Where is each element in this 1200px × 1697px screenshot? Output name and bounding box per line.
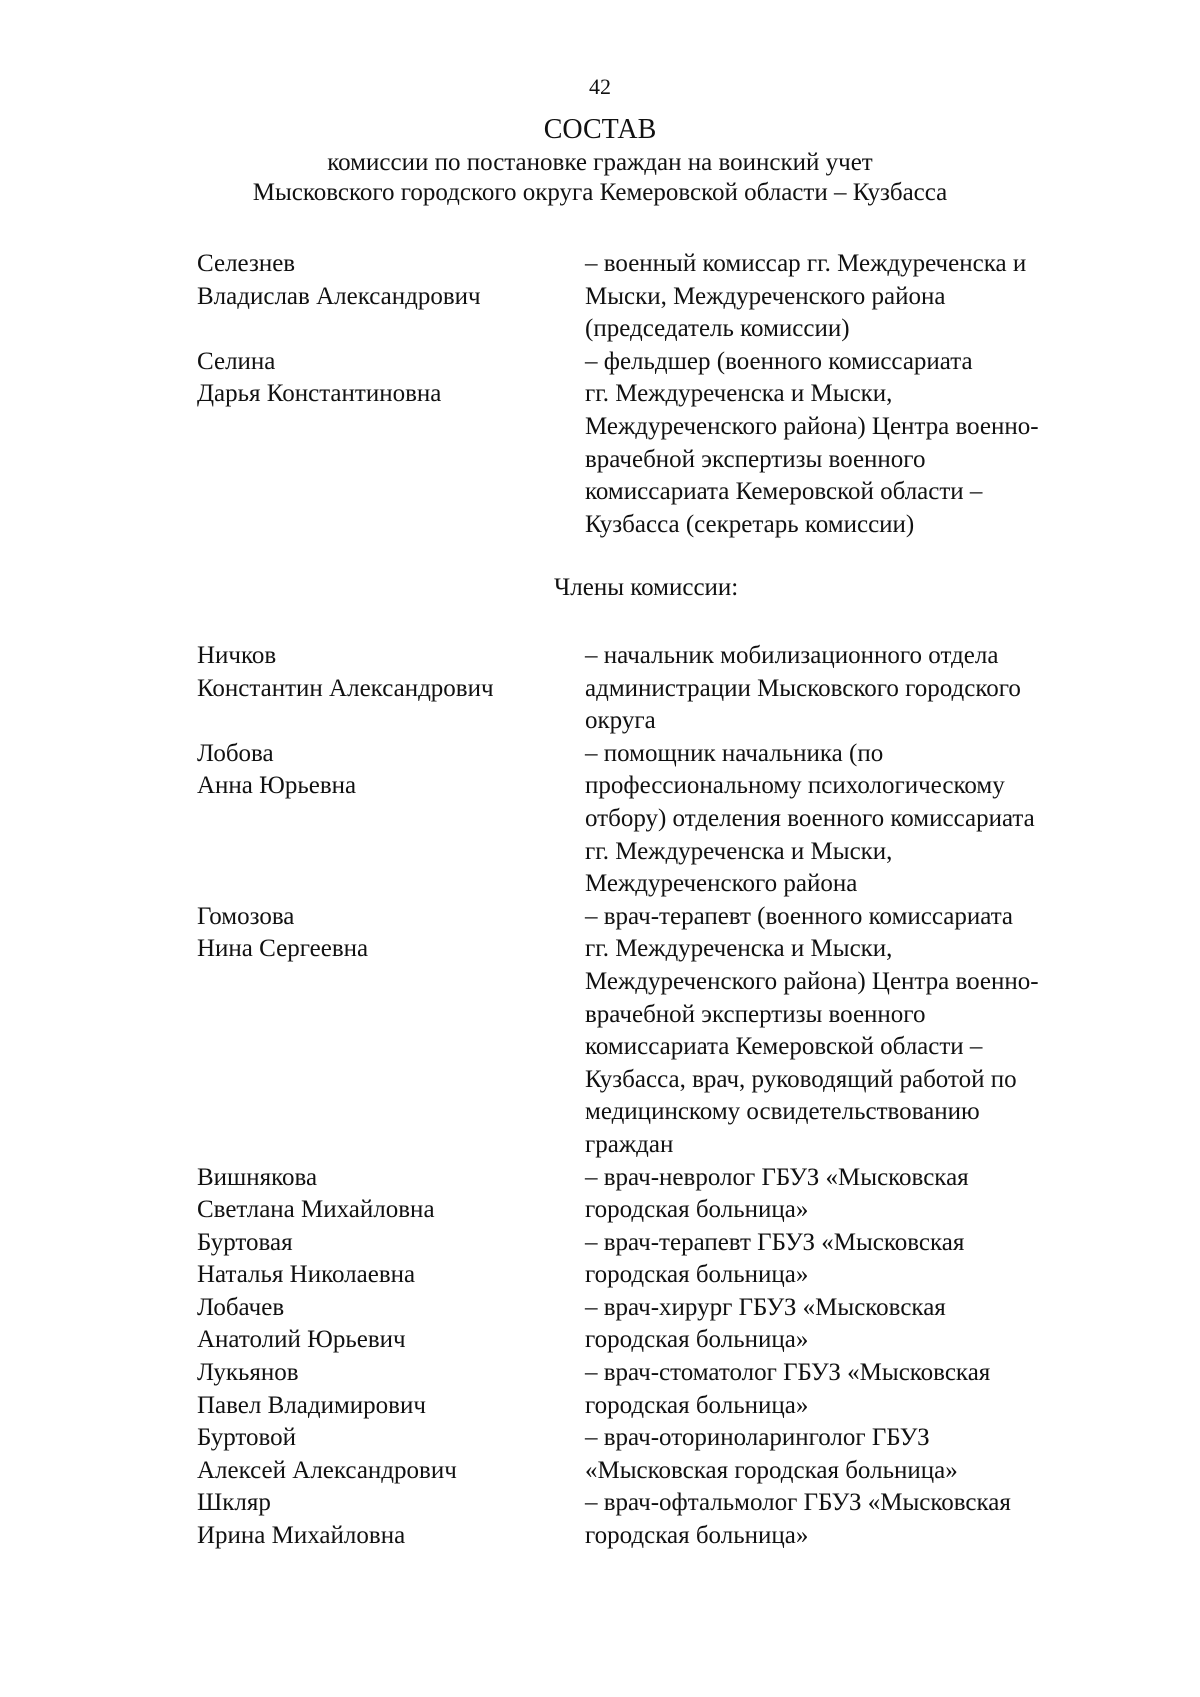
person-role [585,1292,1117,1357]
subtitle-line: комиссии по постановке граждан на воинский учет [327,149,873,176]
role-line: – врач-терапевт ГБУЗ «Мысковская [585,1228,965,1256]
person-name [197,1487,585,1552]
person-entry [197,248,1117,346]
person-surname: Буртовая [197,1228,293,1256]
person-entry [197,738,1117,901]
person-role [585,248,1117,346]
members-heading: Члены комиссии: [554,574,739,601]
person-entry [197,1292,1117,1357]
person-role [585,346,1117,542]
role-line: – врач-хирург ГБУЗ «Мысковская [585,1293,946,1321]
person-name [197,1227,585,1292]
role-line: медицинскому освидетельствованию [585,1098,980,1126]
person-given-name: Константин Александрович [197,674,494,702]
person-name [197,640,585,738]
person-given-name: Владислав Александрович [197,282,481,310]
page-number: 42 [589,74,611,99]
person-given-name: Павел Владимирович [197,1391,426,1419]
person-name [197,1357,585,1422]
person-given-name: Ирина Михайловна [197,1522,406,1550]
role-line: профессиональному психологическому [585,772,1005,800]
person-name [197,248,585,346]
role-line: Мыски, Междуреченского района [585,282,946,310]
person-surname: Лукьянов [197,1359,299,1387]
role-line: Междуреченского района [585,870,858,898]
role-line: – врач-стоматолог ГБУЗ «Мысковская [585,1359,991,1387]
person-entry [197,1422,1117,1487]
role-line: гг. Междуреченска и Мыски, [585,380,893,408]
person-surname: Шкляр [197,1489,271,1517]
person-role [585,1357,1117,1422]
person-role [585,738,1117,901]
role-line: – врач-офтальмолог ГБУЗ «Мысковская [585,1489,1011,1517]
role-line: врачебной экспертизы военного [585,445,926,473]
role-line: – начальник мобилизационного отдела [585,642,999,669]
person-entry [197,1487,1117,1552]
person-name [197,1422,585,1487]
role-line: Междуреченского района) Центра военно- [585,412,1039,440]
person-given-name: Алексей Александрович [197,1456,457,1484]
role-line: – военный комиссар гг. Междуреченска и [585,250,1027,277]
role-line: гг. Междуреченска и Мыски, [585,935,893,963]
role-line: администрации Мысковского городского [585,674,1021,702]
role-line: граждан [585,1130,674,1158]
role-line: – врач-оториноларинголог ГБУЗ [585,1424,930,1452]
leadership-list [197,248,1117,541]
person-role [585,1227,1117,1292]
person-surname: Ничков [197,642,277,669]
role-line: городская больница» [585,1261,809,1289]
person-surname: Буртовой [197,1424,297,1452]
role-line: – фельдшер (военного комиссариата [585,347,973,375]
role-line: городская больница» [585,1522,809,1550]
person-name [197,1162,585,1227]
person-role [585,1422,1117,1487]
subtitle-line: Мысковского городского округа Кемеровской области – Кузбасса [252,179,948,206]
person-given-name: Наталья Николаевна [197,1261,416,1289]
person-entry [197,640,1117,738]
person-entry [197,346,1117,542]
person-entry [197,1162,1117,1227]
role-line: городская больница» [585,1391,809,1419]
person-surname: Вишнякова [197,1163,318,1191]
person-surname: Селезнев [197,250,296,277]
role-line: гг. Междуреченска и Мыски, [585,837,893,865]
person-surname: Гомозова [197,902,295,930]
person-name [197,1292,585,1357]
person-entry [197,1227,1117,1292]
person-surname: Селина [197,347,276,375]
person-given-name: Анатолий Юрьевич [197,1326,406,1354]
person-role [585,1487,1117,1552]
person-surname: Лобачев [197,1293,285,1321]
person-given-name: Дарья Константиновна [197,380,442,408]
role-line: комиссариата Кемеровской области – [585,478,983,506]
role-line: Кузбасса, врач, руководящий работой по [585,1065,1017,1093]
role-line: врачебной экспертизы военного [585,1000,926,1028]
person-entry [197,901,1117,1162]
person-given-name: Нина Сергеевна [197,935,369,963]
person-given-name: Светлана Михайловна [197,1196,435,1224]
document-subtitle [0,148,1200,208]
role-line: городская больница» [585,1326,809,1354]
role-line: округа [585,707,656,735]
person-name [197,901,585,1162]
person-name [197,346,585,542]
person-role [585,1162,1117,1227]
role-line: Кузбасса (секретарь комиссии) [585,510,915,538]
role-line: комиссариата Кемеровской области – [585,1033,983,1061]
person-role [585,901,1117,1162]
role-line: Междуреченского района) Центра военно- [585,967,1039,995]
person-role [585,640,1117,738]
role-line: – врач-невролог ГБУЗ «Мысковская [585,1163,969,1191]
role-line: – помощник начальника (по [585,739,884,767]
role-line: отбору) отделения военного комиссариата [585,804,1035,832]
person-given-name: Анна Юрьевна [197,772,357,800]
role-line: – врач-терапевт (военного комиссариата [585,902,1014,930]
members-list [197,640,1117,1553]
person-surname: Лобова [197,739,274,767]
role-line: «Мысковская городская больница» [585,1456,958,1484]
role-line: городская больница» [585,1196,809,1224]
person-entry [197,1357,1117,1422]
document-title: СОСТАВ [543,114,657,145]
role-line: (председатель комиссии) [585,315,850,343]
person-name [197,738,585,901]
